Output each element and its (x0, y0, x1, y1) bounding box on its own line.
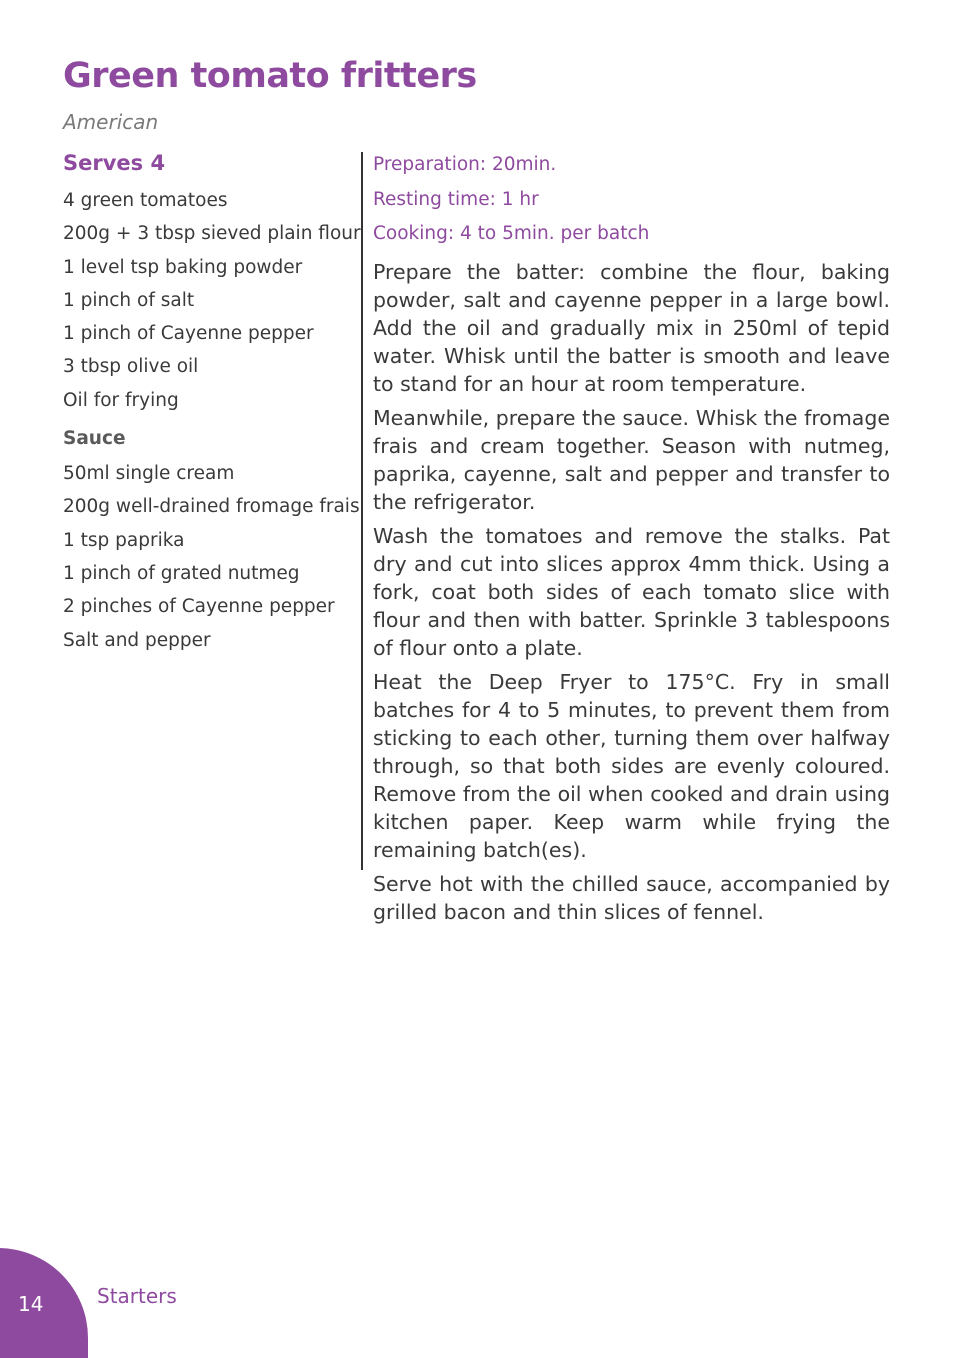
cooking-time: Cooking: 4 to 5min. per batch (373, 223, 650, 244)
method-text (373, 258, 890, 926)
sauce-ingredient-item: 2 pinches of Cayenne pepper (63, 596, 335, 618)
ingredient-item: 200g + 3 tbsp sieved plain flour (63, 223, 361, 245)
ingredient-list (63, 184, 361, 417)
method-paragraph: Meanwhile, prepare the sauce. Whisk the fromage frais and cream together. Season with nutmeg, paprika, cayenne, salt and pepper and transfer to the refrigerator. (373, 405, 890, 514)
ingredient-item: 3 tbsp olive oil (63, 356, 199, 378)
sauce-ingredient-item: 200g well-drained fromage frais (63, 496, 360, 518)
serves-heading: Serves 4 (63, 151, 166, 175)
preparation-time: Preparation: 20min. (373, 154, 557, 175)
recipe-cuisine: American (63, 110, 159, 134)
page-tab (0, 1248, 88, 1358)
method-paragraph: Wash the tomatoes and remove the stalks. Pat dry and cut into slices approx 4mm thick. Using a fork, coat both sides of each tomato slice with flour and then with batter. Sprinkle 3 tablespoons of flour onto a plate. (373, 523, 890, 660)
sauce-ingredient-list (63, 457, 360, 657)
ingredient-item: 4 green tomatoes (63, 190, 228, 211)
method-column (373, 148, 890, 932)
sauce-ingredient-item: 1 pinch of grated nutmeg (63, 562, 300, 584)
ingredient-item: 1 pinch of salt (63, 289, 195, 311)
column-divider (361, 152, 363, 870)
ingredient-item: Oil for frying (63, 389, 179, 411)
sauce-ingredient-item: 50ml single cream (63, 463, 235, 485)
page-number: 14 (18, 1292, 44, 1316)
ingredient-item: 1 pinch of Cayenne pepper (63, 323, 314, 345)
ingredient-item: 1 level tsp baking powder (63, 256, 303, 278)
method-paragraph: Prepare the batter: combine the flour, baking powder, salt and cayenne pepper in a large bowl. Add the oil and gradually mix in 250ml of tepid water. Whisk until the batter is smooth and leave to stand for an hour at room temperature. (373, 259, 890, 396)
method-paragraph: Heat the Deep Fryer to 175°C. Fry in small batches for 4 to 5 minutes, to prevent them from sticking to each other, turning them over halfway through, so that both sides are evenly coloured. Remove from the oil when cooked and drain using kitchen paper. Keep warm while frying the remaining batch(es). (373, 669, 890, 862)
sauce-ingredient-item: 1 tsp paprika (63, 529, 185, 551)
method-paragraph: Serve hot with the chilled sauce, accompanied by grilled bacon and thin slices of fennel. (373, 871, 890, 924)
sauce-ingredient-item: Salt and pepper (63, 629, 211, 651)
section-name: Starters (97, 1284, 177, 1308)
ingredients-column (63, 150, 361, 657)
recipe-title: Green tomato fritters (63, 56, 477, 96)
sauce-heading: Sauce (63, 428, 126, 450)
resting-time: Resting time: 1 hr (373, 188, 539, 210)
